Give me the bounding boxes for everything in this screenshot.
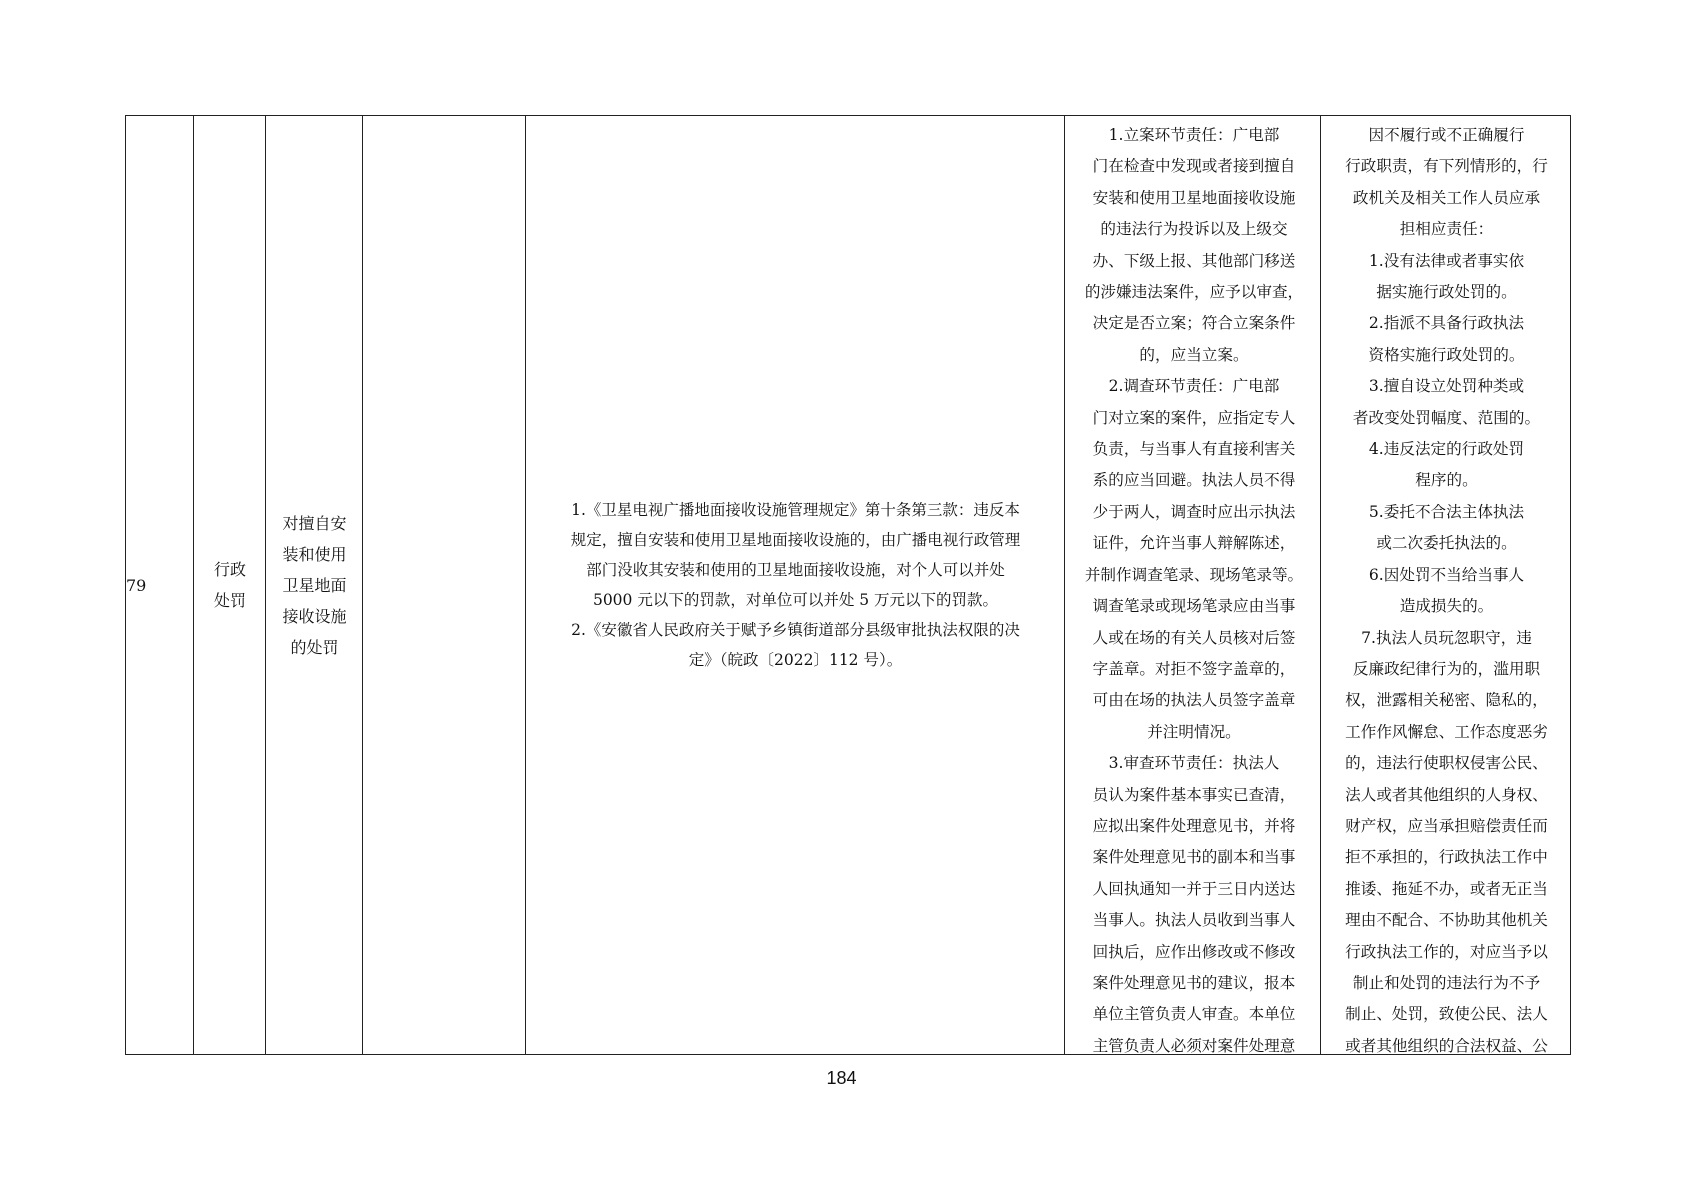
sub-item-cell bbox=[363, 116, 526, 1054]
accountability-line: 行政执法工作的，对应当予以 bbox=[1345, 942, 1548, 961]
responsibility-line: 2.调查环节责任：广电部 bbox=[1108, 377, 1280, 396]
category-cell bbox=[194, 116, 266, 1054]
legal-basis-line: 2.《安徽省人民政府关于赋予乡镇街道部分县级审批执法权限的决 bbox=[571, 621, 1020, 639]
accountability-line: 担相应责任： bbox=[1399, 220, 1494, 239]
responsibility-line: 门在检查中发现或者接到擅自 bbox=[1092, 157, 1296, 176]
responsibility-line: 安装和使用卫星地面接收设施 bbox=[1092, 188, 1296, 207]
responsibility-line: 案件处理意见书的副本和当事 bbox=[1092, 848, 1296, 867]
legal-basis-cell bbox=[526, 116, 1065, 1054]
accountability-line: 财产权，应当承担赔偿责任而 bbox=[1345, 816, 1548, 835]
legal-basis-line: 1.《卫星电视广播地面接收设施管理规定》第十条第三款：违反本 bbox=[571, 501, 1020, 519]
row-number: 79 bbox=[126, 575, 147, 595]
accountability-line: 7.执法人员玩忽职守，违 bbox=[1361, 628, 1532, 647]
responsibility-line: 当事人。执法人员收到当事人 bbox=[1092, 911, 1296, 930]
accountability-line: 资格实施行政处罚的。 bbox=[1368, 345, 1525, 364]
responsibility-line: 调查笔录或现场笔录应由当事 bbox=[1092, 597, 1296, 616]
responsibility-line: 应拟出案件处理意见书，并将 bbox=[1092, 816, 1296, 835]
accountability-line: 6.因处罚不当给当事人 bbox=[1368, 565, 1525, 584]
item-name-line: 接收设施 bbox=[282, 606, 347, 626]
accountability-line: 2.指派不具备行政执法 bbox=[1368, 314, 1525, 333]
accountability-line: 4.违反法定的行政处罚 bbox=[1368, 440, 1525, 459]
accountability-line: 3.擅自设立处罚种类或 bbox=[1368, 377, 1525, 396]
legal-basis-line: 规定，擅自安装和使用卫星地面接收设施的，由广播电视行政管理 bbox=[570, 531, 1021, 549]
responsibility-line: 的违法行为投诉以及上级交 bbox=[1100, 220, 1288, 239]
responsibility-cell bbox=[1068, 120, 1320, 1062]
item-name-line: 的处罚 bbox=[290, 637, 339, 657]
responsibility-line: 字盖章。对拒不签字盖章的， bbox=[1092, 659, 1296, 678]
item-name-line: 装和使用 bbox=[282, 544, 347, 564]
responsibility-line: 单位主管负责人审查。本单位 bbox=[1092, 1005, 1296, 1024]
accountability-line: 工作作风懈怠、工作态度恶劣 bbox=[1345, 722, 1548, 741]
accountability-line: 程序的。 bbox=[1415, 471, 1478, 490]
accountability-line: 反廉政纪律行为的，滥用职 bbox=[1352, 659, 1541, 678]
responsibility-line: 1.立案环节责任：广电部 bbox=[1108, 126, 1280, 144]
category-line: 行政 bbox=[213, 560, 246, 579]
accountability-line: 推诿、拖延不办，或者无正当 bbox=[1345, 879, 1548, 898]
responsibility-line: 决定是否立案；符合立案条件 bbox=[1092, 314, 1296, 333]
responsibility-line: 并制作调查笔录、现场笔录等。 bbox=[1084, 565, 1304, 584]
accountability-line: 制止、处罚，致使公民、法人 bbox=[1345, 1005, 1548, 1024]
item-name-cell bbox=[266, 116, 363, 1054]
category-line: 处罚 bbox=[213, 591, 246, 610]
item-name-line: 对擅自安 bbox=[282, 513, 347, 533]
responsibility-line: 负责，与当事人有直接利害关 bbox=[1092, 440, 1296, 459]
responsibility-line: 办、下级上报、其他部门移送 bbox=[1092, 251, 1296, 270]
responsibility-line: 的，应当立案。 bbox=[1139, 345, 1249, 364]
legal-basis-line: 5000 元以下的罚款，对单位可以并处 5 万元以下的罚款。 bbox=[592, 591, 999, 609]
accountability-line: 理由不配合、不协助其他机关 bbox=[1345, 911, 1548, 930]
accountability-line: 权，泄露相关秘密、隐私的， bbox=[1345, 691, 1548, 710]
responsibility-line: 员认为案件基本事实已查清， bbox=[1092, 785, 1296, 804]
responsibility-line: 门对立案的案件，应指定专人 bbox=[1092, 408, 1296, 427]
accountability-line: 的，违法行使职权侵害公民、 bbox=[1345, 754, 1548, 773]
legal-basis-line: 定》（皖政〔2022〕112 号）。 bbox=[688, 651, 903, 669]
accountability-line: 或二次委托执法的。 bbox=[1376, 534, 1517, 553]
responsibility-line: 少于两人，调查时应出示执法 bbox=[1092, 502, 1296, 521]
responsibility-table bbox=[125, 115, 1571, 1055]
accountability-line: 5.委托不合法主体执法 bbox=[1368, 502, 1525, 521]
accountability-line: 拒不承担的，行政执法工作中 bbox=[1345, 848, 1548, 867]
accountability-line: 或者其他组织的合法权益、公 bbox=[1345, 1036, 1548, 1055]
legal-basis-line: 部门没收其安装和使用的卫星地面接收设施，对个人可以并处 bbox=[586, 561, 1005, 579]
accountability-line: 法人或者其他组织的人身权、 bbox=[1345, 785, 1548, 804]
page-number: 184 bbox=[826, 1068, 857, 1088]
responsibility-line: 人回执通知一并于三日内送达 bbox=[1092, 879, 1296, 898]
accountability-cell bbox=[1323, 120, 1570, 1062]
accountability-line: 制止和处罚的违法行为不予 bbox=[1352, 973, 1541, 992]
accountability-line: 政机关及相关工作人员应承 bbox=[1352, 188, 1541, 207]
accountability-line: 者改变处罚幅度、范围的。 bbox=[1352, 408, 1541, 427]
responsibility-line: 的涉嫌违法案件，应予以审查， bbox=[1084, 283, 1304, 302]
accountability-line: 据实施行政处罚的。 bbox=[1376, 283, 1517, 302]
responsibility-line: 并注明情况。 bbox=[1147, 722, 1241, 741]
responsibility-line: 证件，允许当事人辩解陈述， bbox=[1092, 534, 1296, 553]
responsibility-line: 系的应当回避。执法人员不得 bbox=[1092, 471, 1296, 490]
row-number-cell bbox=[126, 116, 194, 1054]
responsibility-line: 可由在场的执法人员签字盖章 bbox=[1092, 691, 1296, 710]
item-name-line: 卫星地面 bbox=[282, 575, 347, 595]
responsibility-line: 3.审查环节责任：执法人 bbox=[1108, 754, 1280, 773]
responsibility-line: 主管负责人必须对案件处理意 bbox=[1092, 1036, 1296, 1055]
responsibility-line: 回执后，应作出修改或不修改 bbox=[1092, 942, 1296, 961]
accountability-line: 1.没有法律或者事实依 bbox=[1368, 251, 1525, 270]
accountability-line: 造成损失的。 bbox=[1399, 597, 1494, 616]
responsibility-line: 案件处理意见书的建议，报本 bbox=[1092, 973, 1296, 992]
accountability-line: 行政职责，有下列情形的，行 bbox=[1345, 157, 1548, 176]
responsibility-line: 人或在场的有关人员核对后签 bbox=[1092, 628, 1296, 647]
accountability-line: 因不履行或不正确履行 bbox=[1368, 126, 1525, 144]
